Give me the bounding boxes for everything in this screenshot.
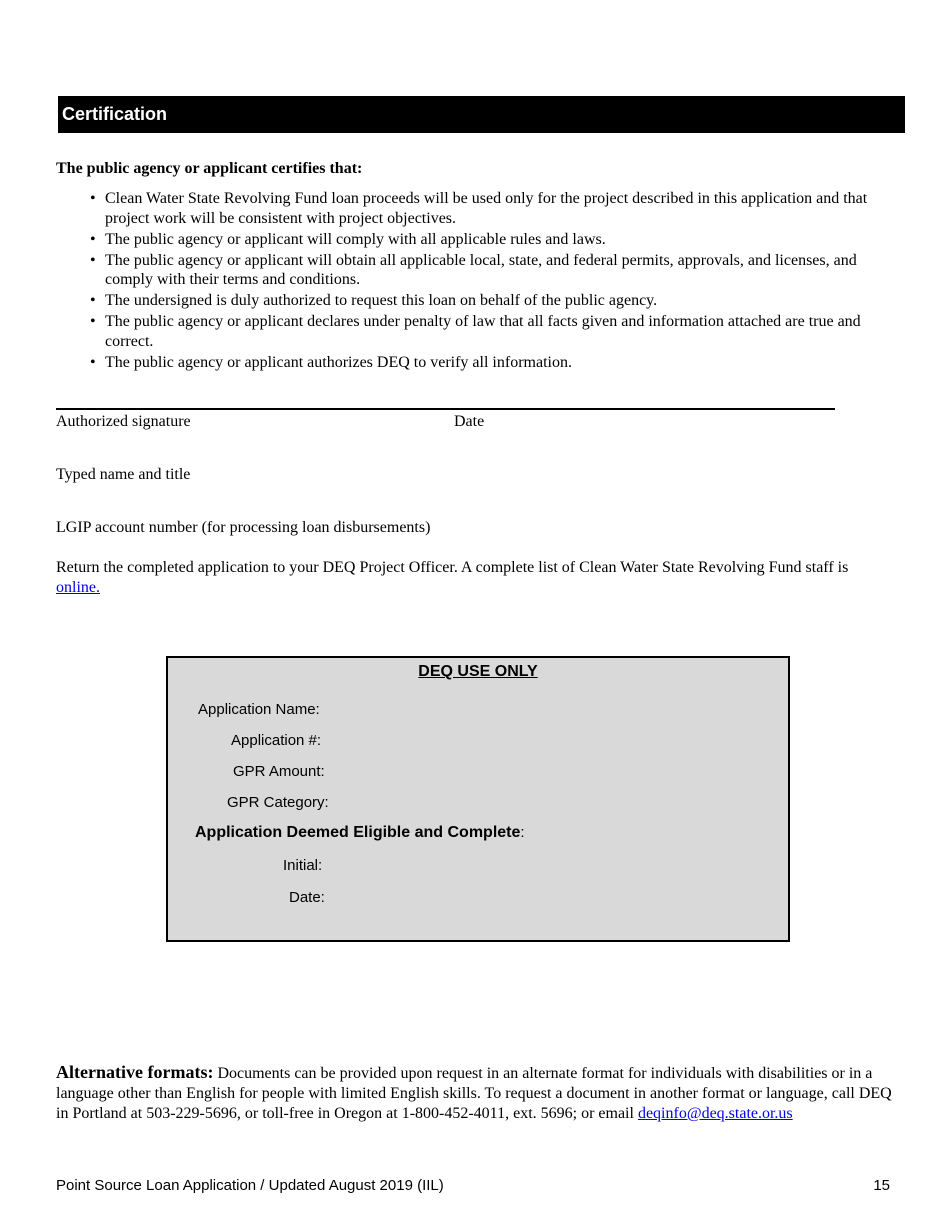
application-number-label: Application #: <box>231 732 322 749</box>
date-label: Date <box>454 413 485 430</box>
typed-name-label: Typed name and title <box>56 466 191 483</box>
bullet-icon: • <box>90 313 96 330</box>
section-title: Certification <box>62 104 168 124</box>
list-item: • The public agency or applicant will comply with all applicable rules and laws. <box>90 230 606 248</box>
return-instructions: Return the completed application to your DEQ Project Officer. A complete list of Clean Water State Revolving Fund staff is online. <box>56 559 849 596</box>
list-item: • The public agency or applicant will obtain all applicable local, state, and federal permits, approvals, and licenses, and comply with their terms and conditions. <box>90 251 857 288</box>
email-link[interactable]: deqinfo@deq.state.or.us <box>637 1105 793 1122</box>
list-item: • Clean Water State Revolving Fund loan proceeds will be used only for the project described in this application and that project work will be consistent with project objectives. <box>90 190 868 227</box>
staff-list-link[interactable]: online. <box>56 579 100 596</box>
deq-use-only-box <box>166 656 790 942</box>
lgip-account-label: LGIP account number (for processing loan disbursements) <box>56 519 431 536</box>
alternative-formats-notice: Alternative formats: Documents can be provided upon request in an alternate format for individuals with disabilities or in a language other than English for people with limited English skills. To request a document in another format or language, call DEQ in Portland at 503-229-5696, or toll-free in Oregon at 1-800-452-4011, ext. 5696; or email deqinfo@deq.state.or.us <box>56 1062 892 1122</box>
deq-date-label: Date: <box>289 889 325 906</box>
deq-use-only-title: DEQ USE ONLY <box>418 663 538 680</box>
list-item: • The undersigned is duly authorized to request this loan on behalf of the public agency. <box>90 292 658 309</box>
bullet-icon: • <box>90 190 96 207</box>
eligible-complete-label: Application Deemed Eligible and Complete: <box>195 824 525 841</box>
section-header-bar <box>58 96 905 133</box>
application-name-label: Application Name: <box>198 701 320 718</box>
bullet-icon: • <box>90 353 96 371</box>
signature-line[interactable] <box>56 408 835 410</box>
list-item: • The public agency or applicant authorizes DEQ to verify all information. <box>90 353 572 371</box>
gpr-category-label: GPR Category: <box>227 794 329 811</box>
list-item: • The public agency or applicant declares under penalty of law that all facts given and information attached are true and correct. <box>90 313 861 350</box>
certification-list <box>56 189 896 374</box>
page-number: 15 <box>873 1177 890 1194</box>
bullet-icon: • <box>90 230 96 248</box>
footer-text: Point Source Loan Application / Updated August 2019 (IIL) <box>56 1177 444 1194</box>
bullet-icon: • <box>90 251 96 269</box>
bullet-icon: • <box>90 292 96 309</box>
initial-label: Initial: <box>283 857 323 874</box>
authorized-signature-label: Authorized signature <box>56 413 191 430</box>
alternative-formats-heading: Alternative formats: <box>56 1062 214 1082</box>
certification-intro: The public agency or applicant certifies that: <box>56 160 363 177</box>
gpr-amount-label: GPR Amount: <box>233 763 325 780</box>
